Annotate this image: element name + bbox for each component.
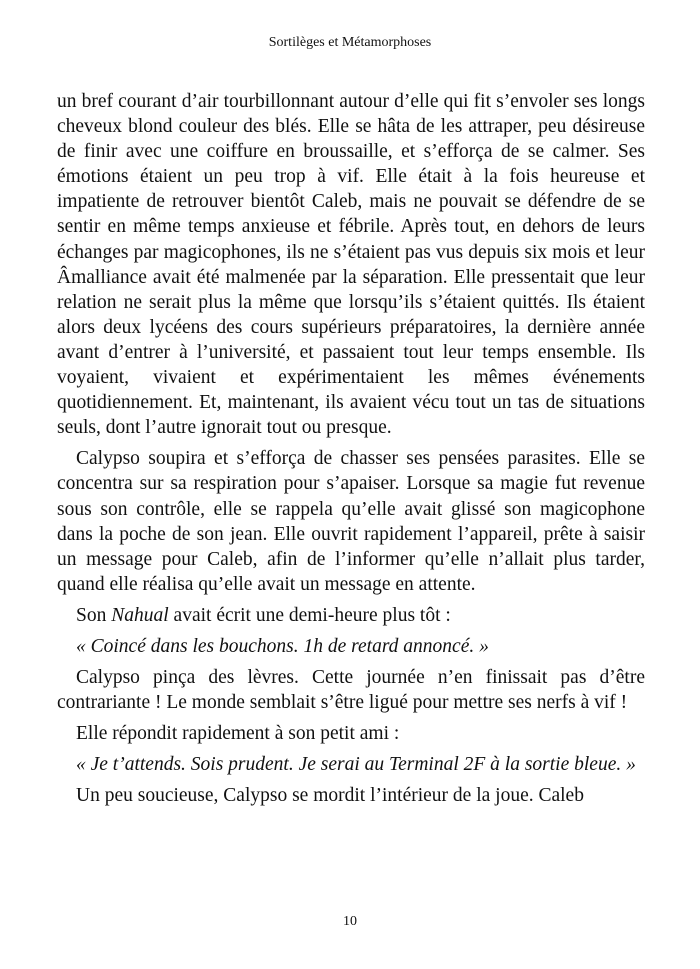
message-quote-1: « Coincé dans les bouchons. 1h de retard annoncé. » xyxy=(76,635,489,657)
nahual-term: Nahual xyxy=(111,604,169,626)
paragraph-8: Un peu soucieuse, Calypso se mordit l’intérieur de la joue. Caleb xyxy=(76,785,584,807)
paragraph-6: Elle répondit rapidement à son petit ami : xyxy=(76,723,400,745)
message-quote-2: « Je t’attends. Sois prudent. Je serai au Terminal 2F à la sortie bleue. » xyxy=(76,754,636,776)
paragraph-3-end: avait écrit une demi-heure plus tôt : xyxy=(168,604,451,626)
paragraph-3-start: Son xyxy=(76,604,112,626)
page-body xyxy=(57,89,645,809)
paragraph-1: un bref courant d’air tourbillonnant autour d’elle qui fit s’envoler ses longs cheveux blond couleur des blés. Elle se hâta de les attraper, peu désireuse de finir avec une coiffure en broussaille, et s’efforça de se calmer. Ses émotions étaient un peu trop à vif. Elle était à la fois heureuse et impatiente de retrouver bientôt Caleb, mais ne pouvait se défendre de se sentir en même temps anxieuse et fébrile. Après tout, en dehors de leurs échanges par magicophones, ils ne s’étaient pas vus depuis six mois et leur Âmalliance avait été malmenée par la séparation. Elle pressentait que leur relation ne serait plus la même que lorsqu’ils s’étaient quittés. Ils étaient alors deux lycéens des cours supérieurs préparatoires, la dernière année avant d’entrer à l’université, et passaient tout leur temps ensemble. Ils voyaient, vivaient et expérimentaient les mêmes événements quotidiennement. Et, maintenant, ils avaient vécu tout un tas de situations seuls, dont l’autre ignorait tout ou presque. xyxy=(57,91,645,439)
page-number: 10 xyxy=(343,914,357,929)
paragraph-2: Calypso soupira et s’efforça de chasser ses pensées parasites. Elle se concentra sur sa respiration pour s’apaiser. Lorsque sa magie fut revenue sous son contrôle, elle se rappela qu’elle avait glissé son magicophone dans la poche de son jean. Elle ouvrit rapidement l’appareil, prête à saisir un message pour Caleb, afin de l’informer qu’elle n’allait plus tarder, quand elle réalisa qu’elle avait un message en attente. xyxy=(57,448,645,595)
paragraph-5: Calypso pinça des lèvres. Cette journée n’en finissait pas d’être contrariante ! Le monde semblait s’être ligué pour mettre ses nerfs à vif ! xyxy=(57,667,645,714)
running-header: Sortilèges et Métamorphoses xyxy=(268,35,432,50)
paragraph-3 xyxy=(57,603,645,628)
